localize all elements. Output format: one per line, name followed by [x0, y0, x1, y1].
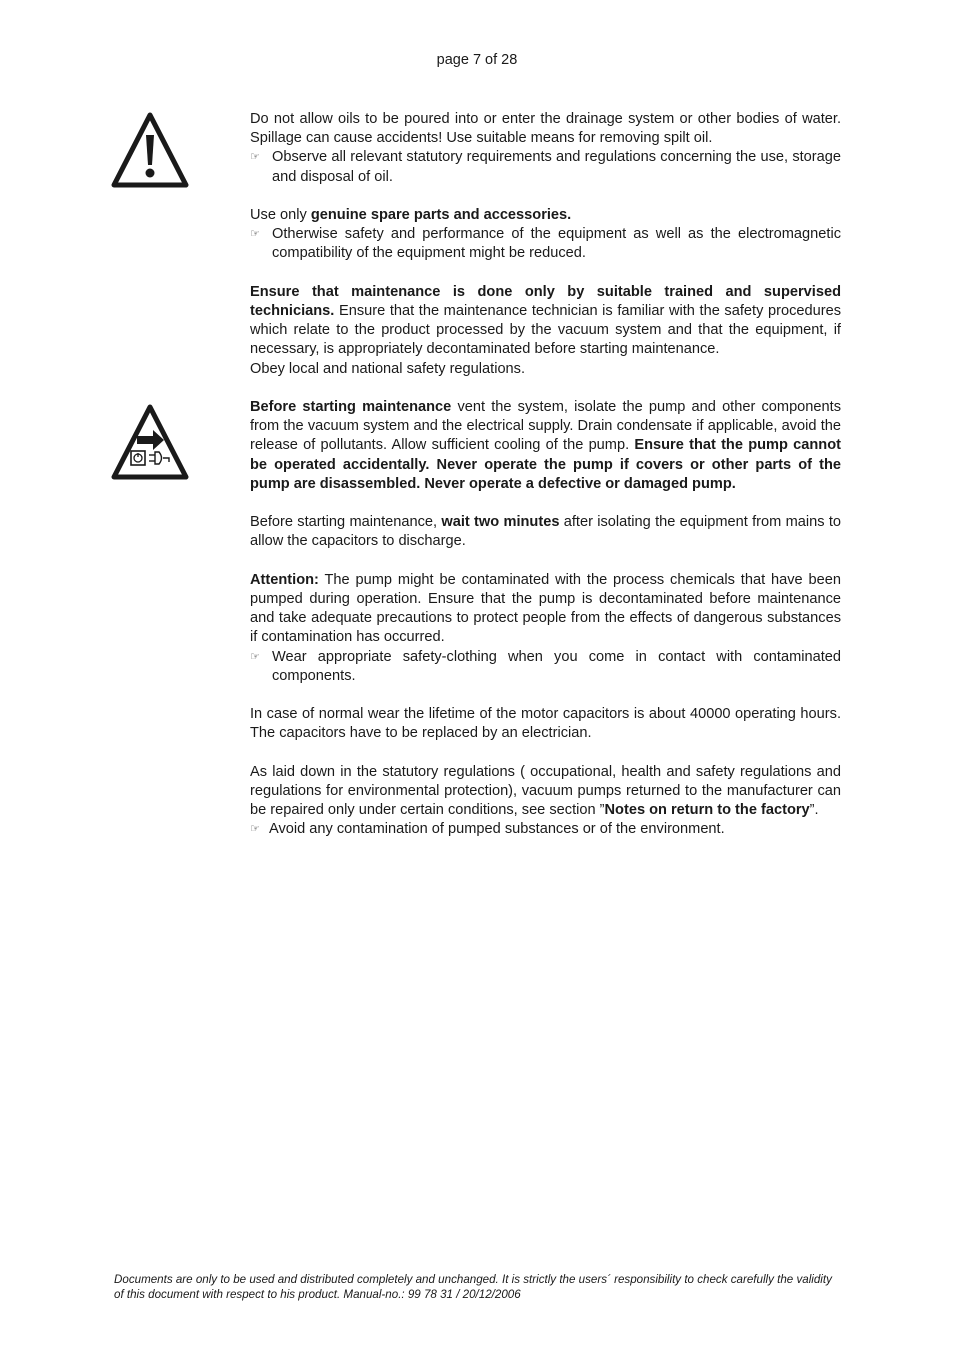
- attention-bold: Attention:: [250, 571, 319, 588]
- technicians-text: Ensure that the maintenance technician is familiar with the safety procedures which relate to the product processed by the vacuum system and that the equipment, if necessary, is appropriately decontaminated before starting maintenance.: [250, 303, 841, 358]
- wait-two-minutes-bold: wait two minutes: [441, 514, 560, 531]
- return-text-end: ”.: [809, 802, 819, 819]
- return-section-link: Notes on return to the factory: [604, 802, 810, 819]
- return-text: As laid down in the statutory regulations ( occupational, health and safety regulations and regulations for environmental protection), vacuum pumps returned to the manufacturer can be repaired only under certain conditions, see section ”: [250, 763, 841, 819]
- spare-parts-lead: Use only: [250, 207, 311, 223]
- spare-parts-bullet: [250, 225, 841, 263]
- pointing-hand-icon: ☞: [250, 650, 260, 663]
- page-number: page 7 of 28: [436, 52, 518, 68]
- safety-regulations-line: Obey local and national safety regulations.: [250, 360, 526, 377]
- attention-section: [250, 571, 841, 686]
- warning-triangle-icon: [111, 111, 189, 189]
- before-maintenance-bold: Before starting maintenance: [250, 399, 452, 415]
- technicians-paragraph: [250, 283, 841, 360]
- pointing-hand-icon: ☞: [250, 228, 260, 241]
- oil-bullet-text: Observe all relevant statutory requirements and regulations concerning the use, storage and disposal of oil.: [272, 149, 841, 185]
- technicians-section: [250, 283, 841, 379]
- lifetime-section: [250, 705, 841, 743]
- spare-parts-bullet-text: Otherwise safety and performance of the equipment as well as the electromagnetic compatibility of the equipment might be reduced.: [272, 226, 841, 262]
- return-section: [250, 763, 841, 840]
- before-maintenance-text: vent the system, isolate the pump and other components from the vacuum system and the electrical supply. Drain condensate if applicable, avoid the release of pollutants. Allow sufficient cooling of the pump.: [250, 399, 841, 454]
- capacitors-wait-text: after isolating the equipment from mains to allow the capacitors to discharge.: [250, 514, 841, 550]
- technicians-bold: Ensure that maintenance is done only by suitable trained and supervised technicians.: [250, 283, 841, 319]
- attention-text: The pump might be contaminated with the process chemicals that have been pumped during operation. Ensure that the pump is decontaminated before maintenance and take adequate precautions to protect people from the effects of dangerous substances if contamination has occurred.: [250, 571, 841, 646]
- capacitors-wait-lead: Before starting maintenance,: [250, 514, 442, 531]
- return-paragraph: [250, 763, 841, 821]
- pointing-hand-icon: ☞: [250, 151, 260, 164]
- spare-parts-section: [250, 206, 841, 264]
- isolate-power-warning-icon: [111, 403, 189, 481]
- return-bullet: [250, 820, 841, 839]
- oil-paragraph: Do not allow oils to be poured into or enter the drainage system or other bodies of water. Spillage can cause accidents! Use suitable means for removing spilt oil.: [250, 111, 841, 147]
- document-body: [250, 110, 841, 859]
- capacitors-wait-paragraph: [250, 513, 841, 551]
- never-operate-bold: Ensure that the pump cannot be operated accidentally. Never operate the pump if covers or other parts of the pump are disassembled. Never operate a defective or damaged pump.: [250, 437, 842, 492]
- oil-section: [250, 110, 841, 187]
- attention-paragraph: [250, 571, 841, 648]
- pointing-hand-icon: ☞: [250, 823, 260, 836]
- footer-disclaimer: Documents are only to be used and distributed completely and unchanged. It is strictly the users´ responsibility to check carefully the validity of this document with respect to his product. Manual-no.: 99 78 31 / 20/12/2006: [114, 1273, 832, 1301]
- lifetime-paragraph: In case of normal wear the lifetime of the motor capacitors is about 40000 operating hours. The capacitors have to be replaced by an electrician.: [250, 706, 841, 742]
- capacitors-wait-section: [250, 513, 841, 551]
- spare-parts-bold: genuine spare parts and accessories.: [310, 207, 572, 223]
- before-maintenance-paragraph: [250, 398, 841, 494]
- attention-bullet-text: Wear appropriate safety-clothing when you come in contact with contaminated components.: [272, 648, 841, 684]
- spare-parts-paragraph: [250, 206, 841, 225]
- before-maintenance-section: [250, 398, 841, 494]
- return-bullet-text: Avoid any contamination of pumped substances or of the environment.: [269, 821, 725, 838]
- attention-bullet: [250, 648, 841, 686]
- oil-bullet: [250, 148, 841, 186]
